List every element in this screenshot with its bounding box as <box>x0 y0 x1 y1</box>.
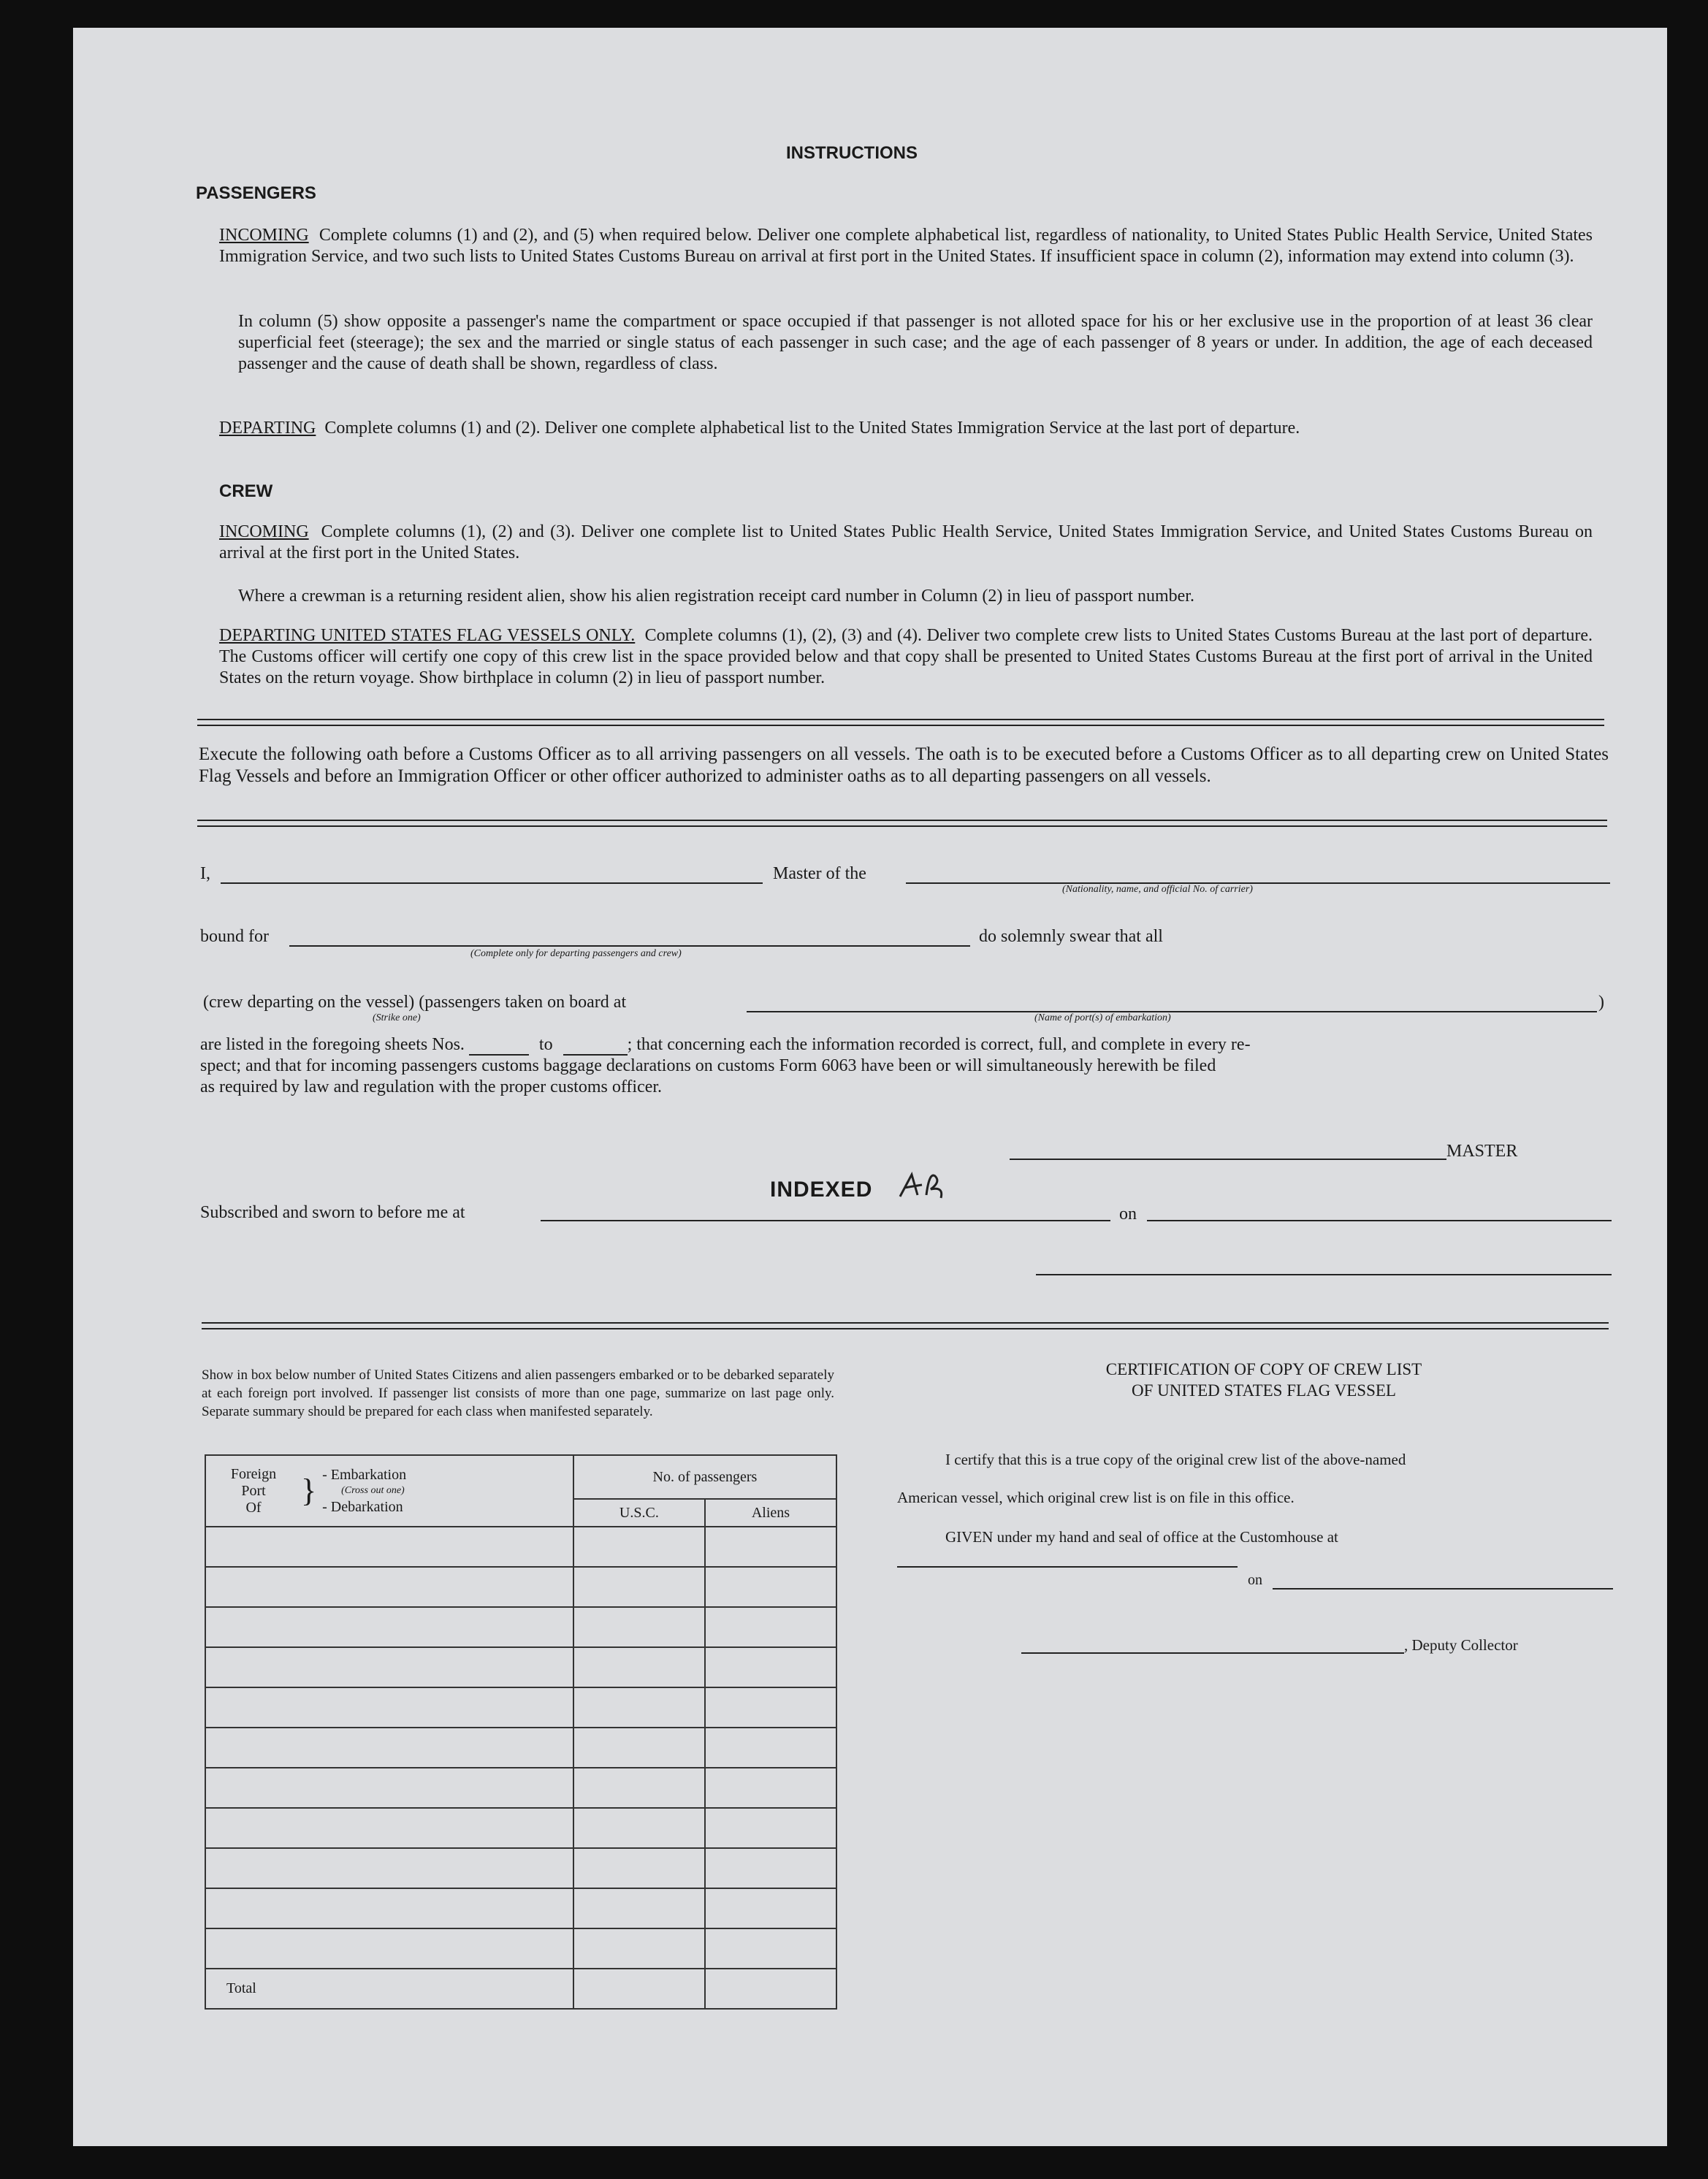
form-page <box>73 28 1667 2146</box>
crew-resident-paragraph: Where a crewman is a returning resident alien, show his alien registration receipt card number in Column (2) in lieu of passport number. <box>238 587 1194 606</box>
passengers-departing-label: DEPARTING <box>219 419 316 438</box>
crew-departing-paragraph <box>219 625 1593 689</box>
listed-line-1 <box>200 1034 1251 1056</box>
strike-one-caption: (Strike one) <box>373 1012 421 1023</box>
bound-for-caption: (Complete only for departing passengers and crew) <box>470 948 682 959</box>
passengers-departing-text: Complete columns (1) and (2). Deliver one complete alphabetical list to the United States Immigration Service at the last port of departure. <box>324 419 1300 438</box>
certification-date-field[interactable] <box>1273 1571 1613 1590</box>
usc-header: U.S.C. <box>573 1499 705 1527</box>
table-row <box>205 1888 836 1928</box>
aliens-cell[interactable] <box>705 1567 836 1607</box>
divider <box>197 719 1604 720</box>
usc-cell[interactable] <box>573 1728 705 1768</box>
sheet-from-field[interactable] <box>469 1037 529 1056</box>
divider <box>197 825 1607 827</box>
divider <box>202 1328 1609 1329</box>
port-cell[interactable] <box>205 1808 573 1848</box>
crew-incoming-label: INCOMING <box>219 522 309 541</box>
table-row <box>205 1527 836 1567</box>
divider <box>197 820 1607 821</box>
usc-cell[interactable] <box>573 1768 705 1808</box>
master-of-the-label: Master of the <box>773 864 866 883</box>
bound-for-field[interactable] <box>289 926 970 947</box>
port-of-embarkation-field[interactable] <box>747 992 1597 1012</box>
embarkation-label: - Embarkation <box>322 1467 407 1483</box>
oath-i-label: I, <box>200 864 210 883</box>
master-name-field[interactable] <box>221 863 763 884</box>
deputy-signature-field[interactable] <box>1021 1635 1404 1654</box>
passengers-incoming-label: INCOMING <box>219 226 309 245</box>
cross-out-caption: (Cross out one) <box>341 1485 405 1496</box>
listed-line-2: spect; and that for incoming passengers customs baggage declarations on customs Form 6063 have been or will simultaneously herewith be filed <box>200 1056 1216 1075</box>
instructions-title: INSTRUCTIONS <box>786 143 918 163</box>
table-header-row <box>205 1455 836 1499</box>
certification-title-line2: OF UNITED STATES FLAG VESSEL <box>1132 1381 1396 1400</box>
divider <box>197 725 1604 726</box>
foreign-port-line1: Foreign <box>230 1465 277 1482</box>
certification-title <box>972 1359 1556 1401</box>
aliens-cell[interactable] <box>705 1888 836 1928</box>
port-cell[interactable] <box>205 1647 573 1687</box>
swear-label: do solemnly swear that all <box>979 927 1163 946</box>
port-cell[interactable] <box>205 1728 573 1768</box>
close-paren: ) <box>1598 993 1604 1012</box>
crew-passengers-label: (crew departing on the vessel) (passengers taken on board at <box>203 993 627 1012</box>
port-cell[interactable] <box>205 1768 573 1808</box>
port-cell[interactable] <box>205 1848 573 1888</box>
usc-cell[interactable] <box>573 1687 705 1728</box>
aliens-cell[interactable] <box>705 1687 836 1728</box>
no-of-passengers-header: No. of passengers <box>573 1455 836 1499</box>
master-label: MASTER <box>1446 1142 1518 1161</box>
usc-cell[interactable] <box>573 1928 705 1969</box>
aliens-cell[interactable] <box>705 1928 836 1969</box>
aliens-cell[interactable] <box>705 1527 836 1567</box>
subscribed-label: Subscribed and sworn to before me at <box>200 1203 465 1222</box>
table-row <box>205 1728 836 1768</box>
aliens-cell[interactable] <box>705 1647 836 1687</box>
usc-cell[interactable] <box>573 1567 705 1607</box>
certification-line3: GIVEN under my hand and seal of office at the Customhouse at <box>945 1528 1338 1546</box>
customhouse-field[interactable] <box>897 1549 1238 1568</box>
sheet-to-field[interactable] <box>563 1037 628 1056</box>
table-row <box>205 1567 836 1607</box>
certification-line2: American vessel, which original crew list is on file in this office. <box>897 1489 1295 1506</box>
certification-on-label: on <box>1248 1572 1262 1588</box>
sworn-place-field[interactable] <box>541 1201 1110 1221</box>
indexed-stamp: INDEXED <box>770 1178 873 1202</box>
crew-heading: CREW <box>219 481 273 501</box>
officer-signature-field[interactable] <box>1036 1255 1612 1275</box>
usc-total-cell[interactable] <box>573 1969 705 2009</box>
port-caption: (Name of port(s) of embarkation) <box>1034 1012 1171 1023</box>
oath-note: Execute the following oath before a Customs Officer as to all arriving passengers on all vessels. The oath is to be executed before a Customs Officer as to all departing crew on United States Flag Vessels and before an Immigration Officer or other officer authorized to administer oaths as to all departing passengers on all vessels. <box>199 744 1609 786</box>
aliens-cell[interactable] <box>705 1607 836 1647</box>
table-row <box>205 1848 836 1888</box>
bound-for-label: bound for <box>200 927 269 946</box>
port-cell[interactable] <box>205 1888 573 1928</box>
carrier-field[interactable] <box>906 863 1610 884</box>
foreign-port-header <box>205 1455 573 1527</box>
table-row <box>205 1687 836 1728</box>
foreign-port-line3: Of <box>245 1499 262 1516</box>
debarkation-label: - Debarkation <box>322 1499 403 1515</box>
passengers-incoming-text: Complete columns (1) and (2), and (5) when required below. Deliver one complete alphabetical list, regardless of nationality, to United States Public Health Service, United States Immigration Service, and two such lists to United States Customs Bureau on arrival at first port in the United States. If insufficient space in column (2), information may extend into column (3). <box>219 226 1593 266</box>
aliens-total-cell[interactable] <box>705 1969 836 2009</box>
to-label: to <box>538 1035 553 1054</box>
port-cell[interactable] <box>205 1928 573 1969</box>
aliens-cell[interactable] <box>705 1728 836 1768</box>
certification-title-line1: CERTIFICATION OF COPY OF CREW LIST <box>1105 1360 1422 1378</box>
passengers-incoming-paragraph <box>219 225 1593 267</box>
port-cell[interactable] <box>205 1527 573 1567</box>
usc-cell[interactable] <box>573 1647 705 1687</box>
table-row <box>205 1928 836 1969</box>
aliens-header: Aliens <box>705 1499 836 1527</box>
deputy-collector-label: , Deputy Collector <box>1404 1636 1518 1654</box>
table-row <box>205 1808 836 1848</box>
listed-suffix: ; that concerning each the information recorded is correct, full, and complete in every re- <box>627 1035 1251 1054</box>
passengers-column5-paragraph: In column (5) show opposite a passenger's name the compartment or space occupied if that passenger is not alloted space for his or her exclusive use in the proportion of at least 36 clear superficial feet (steerage); the sex and the married or single status of each passenger in such case; and the age of each passenger of 8 years or under. In addition, the age of each deceased passenger and the cause of death shall be shown, regardless of class. <box>238 312 1593 373</box>
brace-icon: } <box>301 1473 317 1508</box>
initial-signature <box>897 1167 948 1204</box>
passengers-heading: PASSENGERS <box>196 183 316 203</box>
listed-line-3: as required by law and regulation with the proper customs officer. <box>200 1077 663 1096</box>
port-cell[interactable] <box>205 1607 573 1647</box>
crew-incoming-paragraph <box>219 522 1593 564</box>
master-signature-field[interactable] <box>1010 1140 1446 1160</box>
aliens-cell[interactable] <box>705 1848 836 1888</box>
foreign-port-line2: Port <box>241 1482 266 1499</box>
usc-cell[interactable] <box>573 1848 705 1888</box>
port-cell[interactable] <box>205 1687 573 1728</box>
aliens-cell[interactable] <box>705 1808 836 1848</box>
certification-line1: I certify that this is a true copy of the original crew list of the above-named <box>945 1451 1406 1468</box>
carrier-caption: (Nationality, name, and official No. of carrier) <box>1062 884 1253 895</box>
usc-cell[interactable] <box>573 1808 705 1848</box>
total-label: Total <box>205 1969 573 2009</box>
sworn-date-field[interactable] <box>1147 1201 1612 1221</box>
listed-prefix: are listed in the foregoing sheets Nos. <box>200 1035 465 1054</box>
passengers-departing-paragraph <box>219 418 1593 439</box>
table-row <box>205 1768 836 1808</box>
passenger-summary-table <box>205 1454 837 2010</box>
sworn-on-label: on <box>1119 1205 1137 1224</box>
crew-departing-text: Complete columns (1), (2), (3) and (4). Deliver two complete crew lists to United States Customs Bureau at the last port of departure. The Customs officer will certify one copy of this crew list in the space provided below and that copy shall be presented to United States Customs Bureau at the first port of arrival in the United States on the return voyage. Show birthplace in column (2) in lieu of passport number. <box>219 626 1593 687</box>
summary-note: Show in box below number of United States Citizens and alien passengers embarked or to be debarked separately at each foreign port involved. If passenger list consists of more than one page, summarize on last page only. Separate summary should be prepared for each class when manifested separately. <box>202 1367 834 1419</box>
usc-cell[interactable] <box>573 1607 705 1647</box>
total-row <box>205 1969 836 2009</box>
usc-cell[interactable] <box>573 1888 705 1928</box>
table-row <box>205 1647 836 1687</box>
table-row <box>205 1607 836 1647</box>
crew-incoming-text: Complete columns (1), (2) and (3). Deliver one complete list to United States Public Health Service, United States Immigration Service, and United States Customs Bureau on arrival at the first port in the United States. <box>219 522 1593 562</box>
usc-cell[interactable] <box>573 1527 705 1567</box>
aliens-cell[interactable] <box>705 1768 836 1808</box>
divider <box>202 1322 1609 1324</box>
port-cell[interactable] <box>205 1567 573 1607</box>
crew-departing-label: DEPARTING UNITED STATES FLAG VESSELS ONLY. <box>219 626 636 645</box>
